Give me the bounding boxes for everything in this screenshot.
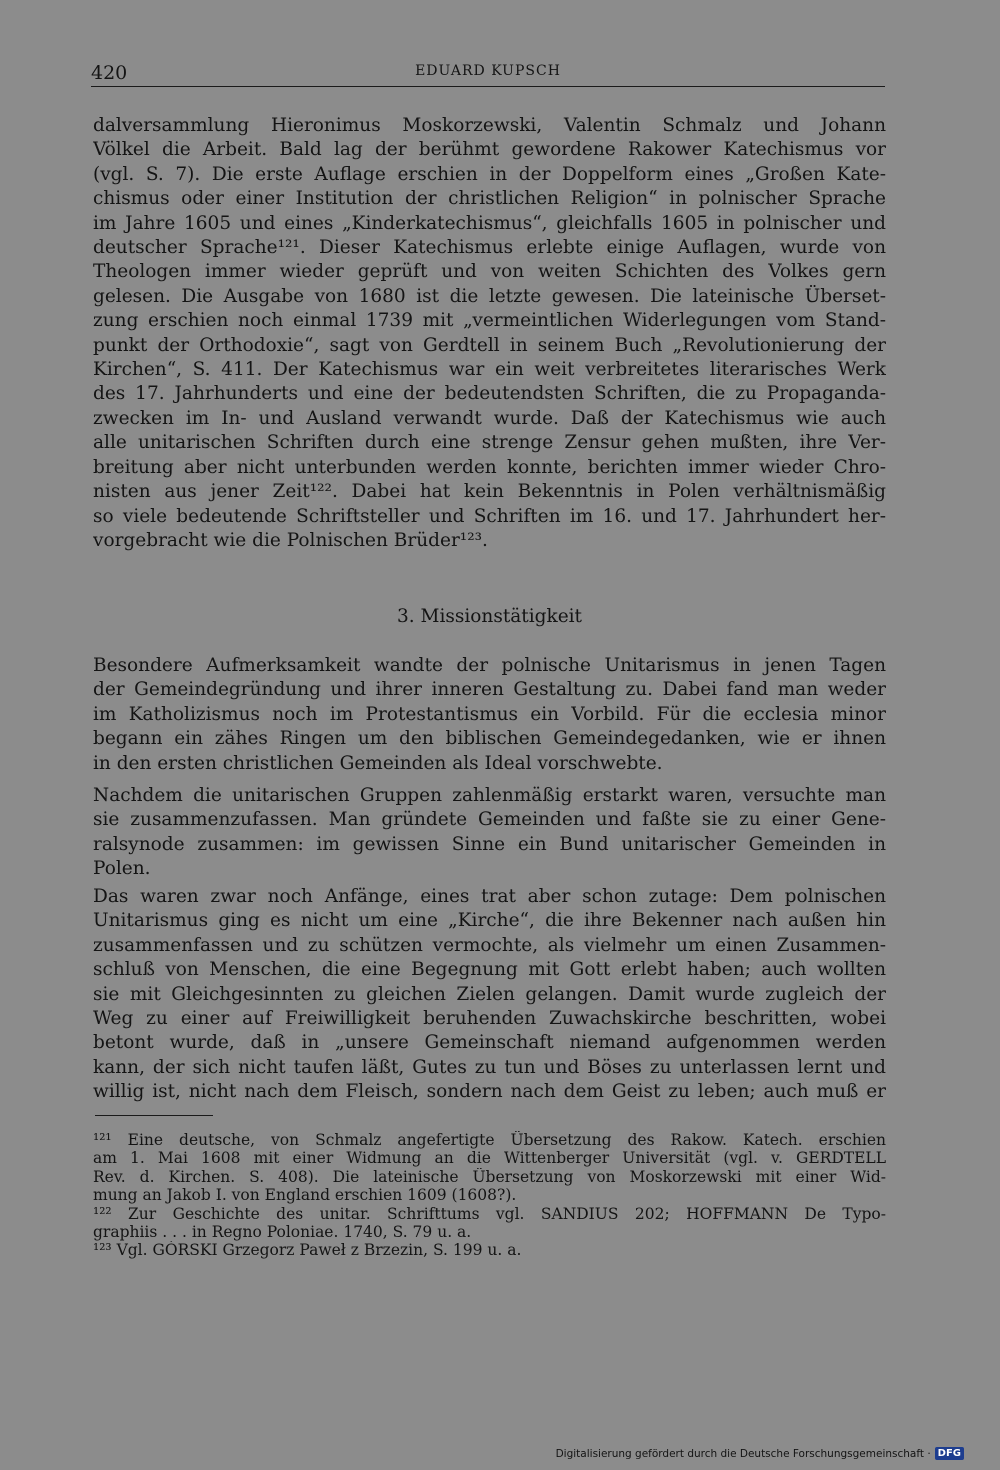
paragraph xyxy=(93,784,886,882)
header-rule xyxy=(91,86,885,87)
dfg-logo: DFG xyxy=(935,1447,964,1460)
page-number: 420 xyxy=(91,62,128,84)
footnotes xyxy=(93,1131,886,1260)
paragraph-line: alle unitarischen Schriften durch eine strenge Zensur gehen mußten, ihre Ver- xyxy=(93,432,886,454)
paragraph-line: im Jahre 1605 und eines „Kinderkatechismus“, gleichfalls 1605 in polnischer und xyxy=(93,212,886,234)
paragraph-line: Das waren zwar noch Anfänge, eines trat aber schon zutage: Dem polnischen xyxy=(93,886,886,907)
paragraph-line: Besondere Aufmerksamkeit wandte der polnische Unitarismus in jenen Tagen xyxy=(93,655,886,676)
paragraph-line: zung erschien noch einmal 1739 mit „vermeintlichen Widerlegungen vom Stand- xyxy=(93,310,886,332)
footnote-line: ¹²³ Vgl. GÓRSKI Grzegorz Paweł z Brzezin, S. 199 u. a. xyxy=(93,1241,522,1260)
paragraph-line: betont wurde, daß in „unsere Gemeinschaft niemand aufgenommen werden xyxy=(93,1032,886,1054)
paragraph-line: schluß von Menschen, die eine Begegnung mit Gott erlebt haben; auch wollten xyxy=(93,959,886,981)
paragraph-line: der Gemeindegründung und ihrer inneren Gestaltung zu. Dabei fand man weder xyxy=(93,679,886,701)
paragraph-line: so viele bedeutende Schriftsteller und Schriften im 16. und 17. Jahrhundert her- xyxy=(93,505,886,527)
paragraph-line: zwecken im In- und Ausland verwandt wurde. Daß der Katechismus wie auch xyxy=(93,407,886,429)
paragraph-line: kann, der sich nicht taufen läßt, Gutes zu tun und Böses zu unterlassen lernt und xyxy=(93,1056,886,1078)
running-title: EDUARD KUPSCH xyxy=(415,63,561,79)
digitization-credit xyxy=(556,1447,964,1460)
paragraph-line: ralsynode zusammen: im gewissen Sinne ein Bund unitarischer Gemeinden in xyxy=(93,833,886,855)
paragraph-line: willig ist, nicht nach dem Fleisch, sondern nach dem Geist zu leben; auch muß er xyxy=(93,1081,886,1103)
paragraph-line: gelesen. Die Ausgabe von 1680 ist die letzte gewesen. Die lateinische Überset- xyxy=(93,285,886,307)
paragraph-line: Unitarismus ging es nicht um eine „Kirche“, die ihre Bekenner nach außen hin xyxy=(93,910,886,932)
paragraph xyxy=(93,654,886,776)
paragraph-line: deutscher Sprache¹²¹. Dieser Katechismus erlebte einige Auflagen, wurde von xyxy=(93,237,886,259)
paragraph-line: Theologen immer wieder geprüft und von weiten Schichten des Volkes gern xyxy=(93,261,886,283)
paragraph-line: zusammenfassen und zu schützen vermochte, als vielmehr um einen Zusammen- xyxy=(93,934,886,956)
footnote-line: mung an Jakob I. von England erschien 1609 (1608?). xyxy=(93,1186,517,1205)
paragraph-line: Völkel die Arbeit. Bald lag der berühmt gewordene Rakower Katechismus vor xyxy=(93,139,886,161)
paragraph-line: sie mit Gleichgesinnten zu gleichen Zielen gelangen. Damit wurde zugleich der xyxy=(93,983,886,1005)
footnote-122 xyxy=(93,1205,886,1242)
paragraph-line: Nachdem die unitarischen Gruppen zahlenmäßig erstarkt waren, versuchte man xyxy=(93,785,886,806)
section-heading: 3. Missionstätigkeit xyxy=(396,606,582,627)
paragraph-line: in den ersten christlichen Gemeinden als Ideal vorschwebte. xyxy=(93,752,663,774)
footnote-121 xyxy=(93,1131,886,1205)
paragraph-line: des 17. Jahrhunderts und eine der bedeutendsten Schriften, die zu Propaganda- xyxy=(93,383,886,405)
paragraph-line: (vgl. S. 7). Die erste Auflage erschien in der Doppelform eines „Großen Kate- xyxy=(93,163,886,185)
footnote-123 xyxy=(93,1241,886,1259)
footnote-line: ¹²² Zur Geschichte des unitar. Schrifttums vgl. SANDIUS 202; HOFFMANN De Typo- xyxy=(93,1204,886,1223)
paragraph-line: dalversammlung Hieronimus Moskorzewski, Valentin Schmalz und Johann xyxy=(93,115,886,136)
footnote-line: ¹²¹ Eine deutsche, von Schmalz angefertigte Übersetzung des Rakow. Katech. erschien xyxy=(93,1131,886,1149)
footnote-rule xyxy=(95,1115,213,1116)
paragraph xyxy=(93,114,886,553)
paragraph-line: punkt der Orthodoxie“, sagt von Gerdtell in seinem Buch „Revolutionierung der xyxy=(93,334,886,356)
paragraph-line: chismus oder einer Institution der christlichen Religion“ in polnischer Sprache xyxy=(93,188,886,210)
credit-text: Digitalisierung gefördert durch die Deutsche Forschungsgemeinschaft · xyxy=(555,1447,931,1460)
footnote-line: am 1. Mai 1608 mit einer Widmung an die Wittenberger Universität (vgl. v. GERDTELL xyxy=(93,1149,886,1168)
paragraph-line: Polen. xyxy=(93,858,151,880)
paragraph-line: vorgebracht wie die Polnischen Brüder¹²³. xyxy=(93,529,488,551)
running-head xyxy=(91,60,885,86)
paragraph-line: breitung aber nicht unterbunden werden konnte, berichten immer wieder Chro- xyxy=(93,456,886,478)
footnote-line: Rev. d. Kirchen. S. 408). Die lateinische Übersetzung von Moskorzewski mit einer Wid- xyxy=(93,1167,886,1186)
paragraph-line: sie zusammenzufassen. Man gründete Gemeinden und faßte sie zu einer Gene- xyxy=(93,809,886,831)
paragraph-line: begann ein zähes Ringen um den biblischen Gemeindegedanken, wie er ihnen xyxy=(93,728,886,750)
paragraph-line: nisten aus jener Zeit¹²². Dabei hat kein Bekenntnis in Polen verhältnismäßig xyxy=(93,481,886,503)
paragraph xyxy=(93,885,886,1105)
paragraph-line: im Katholizismus noch im Protestantismus ein Vorbild. Für die ecclesia minor xyxy=(93,703,886,725)
paragraph-line: Kirchen“, S. 411. Der Katechismus war ein weit verbreitetes literarisches Werk xyxy=(93,359,886,381)
paragraph-line: Weg zu einer auf Freiwilligkeit beruhenden Zuwachskirche beschritten, wobei xyxy=(93,1008,886,1030)
footnote-line: graphiis . . . in Regno Poloniae. 1740, S. 79 u. a. xyxy=(93,1223,472,1242)
